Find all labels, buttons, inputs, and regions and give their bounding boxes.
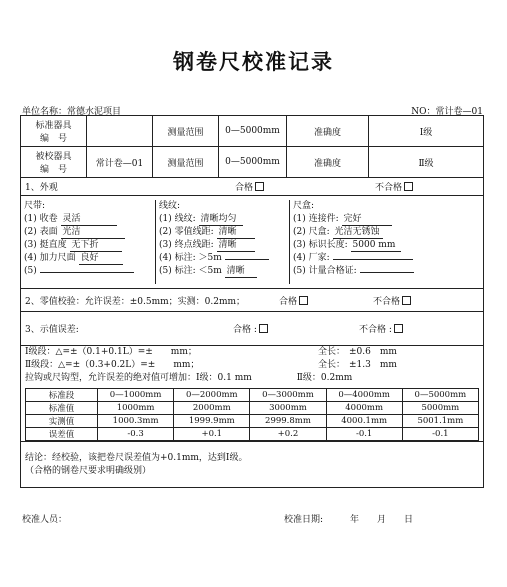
standard-range-value: 0—5000mm	[219, 116, 287, 147]
conclusion-text: 结论：经校验，该把卷尺误差值为+0.1mm，达到Ⅰ级。	[25, 452, 248, 463]
appearance-pass-label: 合格	[235, 183, 254, 193]
appearance-row	[21, 178, 484, 196]
zero-pass-label: 合格	[279, 296, 298, 307]
standard-accuracy-label: 准确度	[287, 116, 369, 147]
calibrated-accuracy-value: Ⅱ级	[369, 147, 484, 178]
case-item: (5) 计量合格证:	[293, 265, 480, 278]
zero-pass-checkbox[interactable]	[299, 296, 308, 305]
standard-device-label: 标准器具 编 号	[21, 116, 87, 147]
appearance-fail-option[interactable]	[375, 180, 415, 193]
tape-title: 尺带:	[24, 201, 46, 211]
zero-fail-label: 不合格	[373, 296, 401, 307]
line-marks-item: (4) 标注: ＞5m	[159, 252, 286, 265]
zero-pass-option[interactable]	[279, 294, 373, 307]
table-row: 实测值 1000.3mm 1999.9mm 2999.8mm 4000.1mm 5001.1mm	[26, 415, 479, 428]
document-title: 钢卷尺校准记录	[173, 49, 334, 74]
calibration-person: 校准人员：	[22, 515, 68, 525]
tape-item: (1) 收卷 灵活	[24, 213, 152, 226]
grade-2-line: Ⅱ级段：△=±（0.3+0.2L）=± mm； 全长： ±1.3 mm	[25, 360, 397, 370]
appearance-fail-label: 不合格	[375, 183, 403, 193]
grade-1-line: Ⅰ级段：△=±（0.1+0.1L）=± mm； 全长： ±0.6 mm	[25, 347, 397, 357]
indication-fail-option[interactable]	[359, 322, 405, 335]
standard-device-number	[87, 116, 153, 147]
appearance-pass-option[interactable]	[235, 180, 375, 193]
standard-accuracy-value: Ⅰ级	[369, 116, 484, 147]
table-row: 误差值 -0.3 +0.1 +0.2 -0.1 -0.1	[26, 428, 479, 441]
indication-pass-checkbox[interactable]	[259, 324, 268, 333]
calibrated-device-number: 常计卷—01	[87, 147, 153, 178]
calibrated-accuracy-label: 准确度	[287, 147, 369, 178]
appearance-fail-checkbox[interactable]	[404, 182, 413, 191]
tape-section	[21, 200, 155, 284]
calibrated-device-label: 被校器具 编 号	[21, 147, 87, 178]
calibrated-device-row	[21, 147, 484, 178]
standard-range-label: 测量范围	[153, 116, 219, 147]
table-row: 标准值 1000mm 2000mm 3000mm 4000mm 5000mm	[26, 402, 479, 415]
tape-item: (3) 挺直度 无下折	[24, 239, 152, 252]
indication-fail-label: 不合格 :	[359, 325, 392, 335]
zero-check-row	[21, 289, 484, 312]
line-marks-title: 线纹:	[159, 201, 181, 211]
hook-tolerance-line: 拉钩或尺钩型，允许误差的绝对值可增加：Ⅰ级：0.1 mm Ⅱ级：0.2mm	[25, 373, 353, 383]
indication-fail-checkbox[interactable]	[394, 324, 403, 333]
indication-label: 3、示值误差:	[25, 325, 79, 335]
line-marks-item: (1) 线纹: 清晰均匀	[159, 213, 286, 226]
tape-item: (5)	[24, 265, 152, 278]
calibration-form	[20, 115, 484, 488]
line-marks-item: (2) 零值线距: 清晰	[159, 226, 286, 239]
zero-fail-checkbox[interactable]	[402, 296, 411, 305]
zero-check-text: 2、零值校验：允许误差：±0.5mm；实测：0.2mm；	[25, 296, 246, 307]
case-title: 尺盒:	[293, 201, 315, 211]
calibrated-range-label: 测量范围	[153, 147, 219, 178]
indication-pass-option[interactable]	[233, 322, 359, 335]
calibrated-range-value: 0—5000mm	[219, 147, 287, 178]
zero-fail-option[interactable]	[373, 294, 413, 307]
conclusion-row	[21, 442, 484, 488]
record-number: NO：常计卷—01	[411, 107, 483, 117]
appearance-label: 1、外观	[25, 183, 58, 193]
measurement-table	[25, 388, 479, 441]
standard-device-row	[21, 116, 484, 147]
line-marks-section	[155, 200, 289, 284]
indication-error-row	[21, 312, 484, 346]
tape-item: (4) 加力尺面 良好	[24, 252, 152, 265]
indication-pass-label: 合格 :	[233, 325, 257, 335]
appearance-pass-checkbox[interactable]	[255, 182, 264, 191]
calibration-date: 校准日期: 年 月 日	[284, 515, 414, 525]
table-row: 标准段 0—1000mm 0—2000mm 0—3000mm 0—4000mm 0—5000mm	[26, 389, 479, 402]
case-section	[289, 200, 483, 284]
case-item: (2) 尺盒: 光洁无锈蚀	[293, 226, 480, 239]
case-item: (3) 标识长度: 5000 mm	[293, 239, 480, 252]
tape-item: (2) 表面 光洁	[24, 226, 152, 239]
unit-name: 单位名称：常德水泥项目	[22, 107, 122, 117]
case-item: (4) 厂家:	[293, 252, 480, 265]
conclusion-note: （合格的钢卷尺要求明确级别）	[25, 465, 152, 476]
line-marks-item: (5) 标注: ＜5m 清晰	[159, 265, 286, 278]
tolerance-row	[21, 346, 484, 442]
case-item: (1) 连接件: 完好	[293, 213, 480, 226]
line-marks-item: (3) 终点线距: 清晰	[159, 239, 286, 252]
appearance-details-row	[21, 196, 484, 289]
